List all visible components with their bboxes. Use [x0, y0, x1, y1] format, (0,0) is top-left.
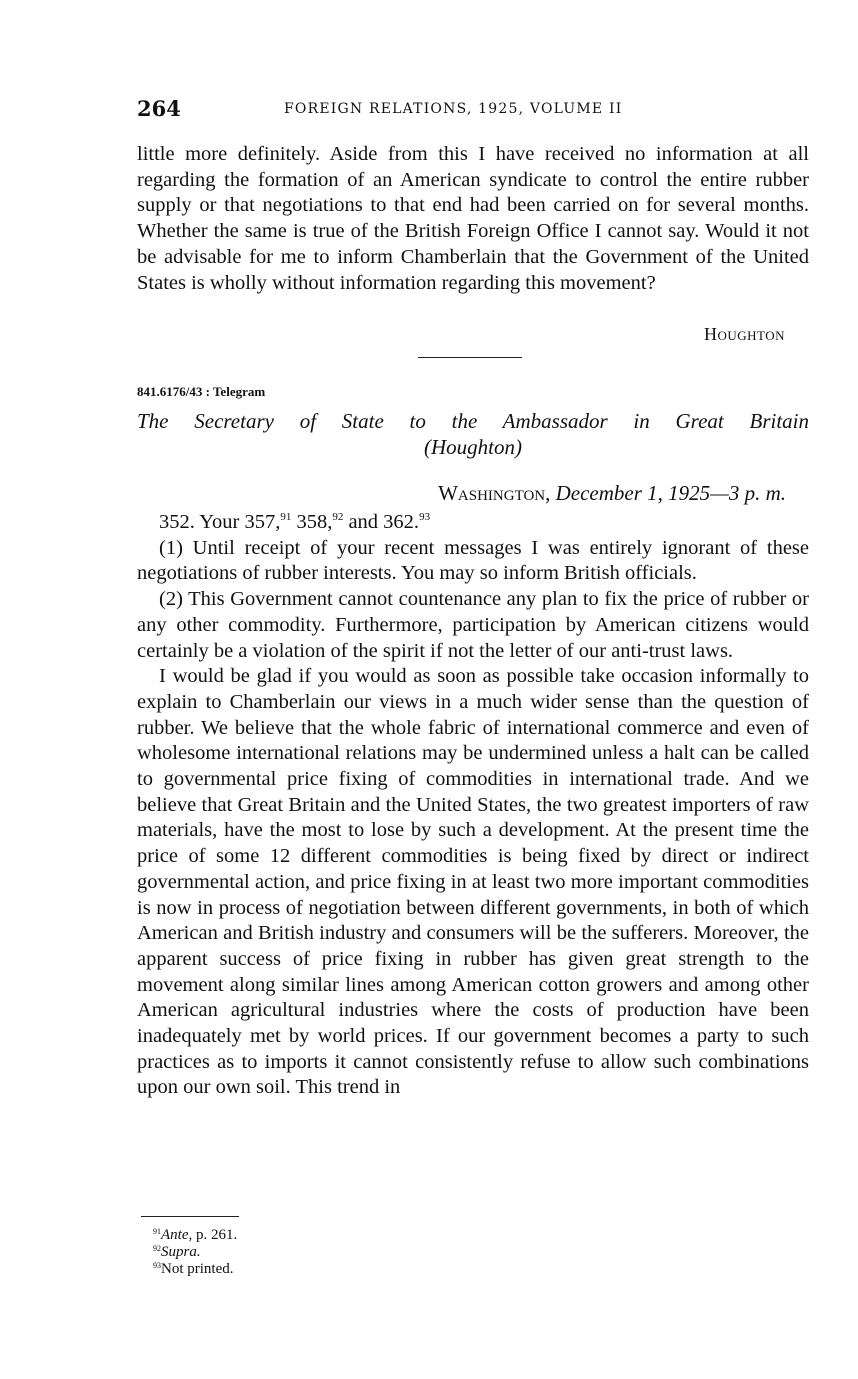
paragraph-2: (2) This Government cannot countenance any plan to fix the price of rubber or any other commodity. Furthermore, participation by American citizens would certainly be a violation of the spirit if not the letter of our anti-trust laws.	[137, 588, 809, 662]
document-title	[137, 408, 809, 460]
continuation-paragraph: little more definitely. Aside from this I have received no information at all regarding the formation of an American syndicate to control the entire rubber supply or that negotiations to that end had been carried on for several months. Whether the same is true of the British Foreign Office I cannot say. Would it not be advisable for me to inform Chamberlain that the Government of the United States is wholly without information regarding this movement?	[137, 143, 809, 294]
paragraph-3: I would be glad if you would as soon as possible take occasion informally to explain to Chamberlain our views in a much wider sense than the question of rubber. We believe that the whole fabric of international commerce and even of wholesome international relations may be undermined unless a halt can be called to governmental price fixing of commodities in international trade. And we believe that Great Britain and the United States, the two greatest importers of raw materials, have the most to lose by such a development. At the present time the price of some 12 different commodities is being fixed by direct or indirect governmental action, and price fixing in at least two more important commodities is now in process of negotiation between different governments, in both of which American and British industry and consumers will be the sufferers. Moreover, the apparent success of price fixing in rubber has given great strength to the movement along similar lines among American cotton growers and among other American agricultural industries where the costs of production have been inadequately met by world prices. If our government becomes a party to such practices as to imports it cannot consistently refuse to allow such combinations upon our own soil. This trend in	[137, 665, 809, 1099]
signature: Houghton	[703, 324, 785, 344]
footnote-93: $^{93}$Not printed.	[153, 1261, 234, 1277]
paragraph-1: (1) Until receipt of your recent messages I was entirely ignorant of these negotiations of rubber interests. You may so inform British officials.	[137, 536, 809, 585]
running-title: FOREIGN RELATIONS, 1925, VOLUME II	[284, 101, 623, 117]
dateline	[438, 481, 786, 506]
footnote-ref: 93	[419, 511, 431, 523]
dateline-date: December 1, 1925—3 p. m.	[555, 481, 786, 505]
opening-line: 352. Your 357,91 358,92 and 362.93	[159, 511, 431, 533]
footnote-rule	[141, 1216, 239, 1217]
section-divider	[418, 357, 522, 358]
continuation-block	[137, 142, 809, 296]
dateline-place: Washington,	[438, 481, 551, 505]
file-reference: 841.6176/43 : Telegram	[137, 384, 266, 399]
page-number: 264	[137, 96, 181, 121]
page-header	[137, 96, 809, 126]
footnote-ref: 92	[332, 511, 344, 523]
document-title-line1: The Secretary of State to the Ambassador in Great Britain	[137, 409, 809, 433]
footnotes	[153, 1227, 237, 1278]
footnote-91: $^{91}$Ante, p. 261.	[153, 1227, 238, 1243]
footnote-ref: 91	[280, 511, 292, 523]
footnote-92: $^{92}$Supra.	[153, 1244, 201, 1260]
telegram-body	[137, 510, 809, 1101]
document-title-line2: (Houghton)	[424, 435, 522, 459]
